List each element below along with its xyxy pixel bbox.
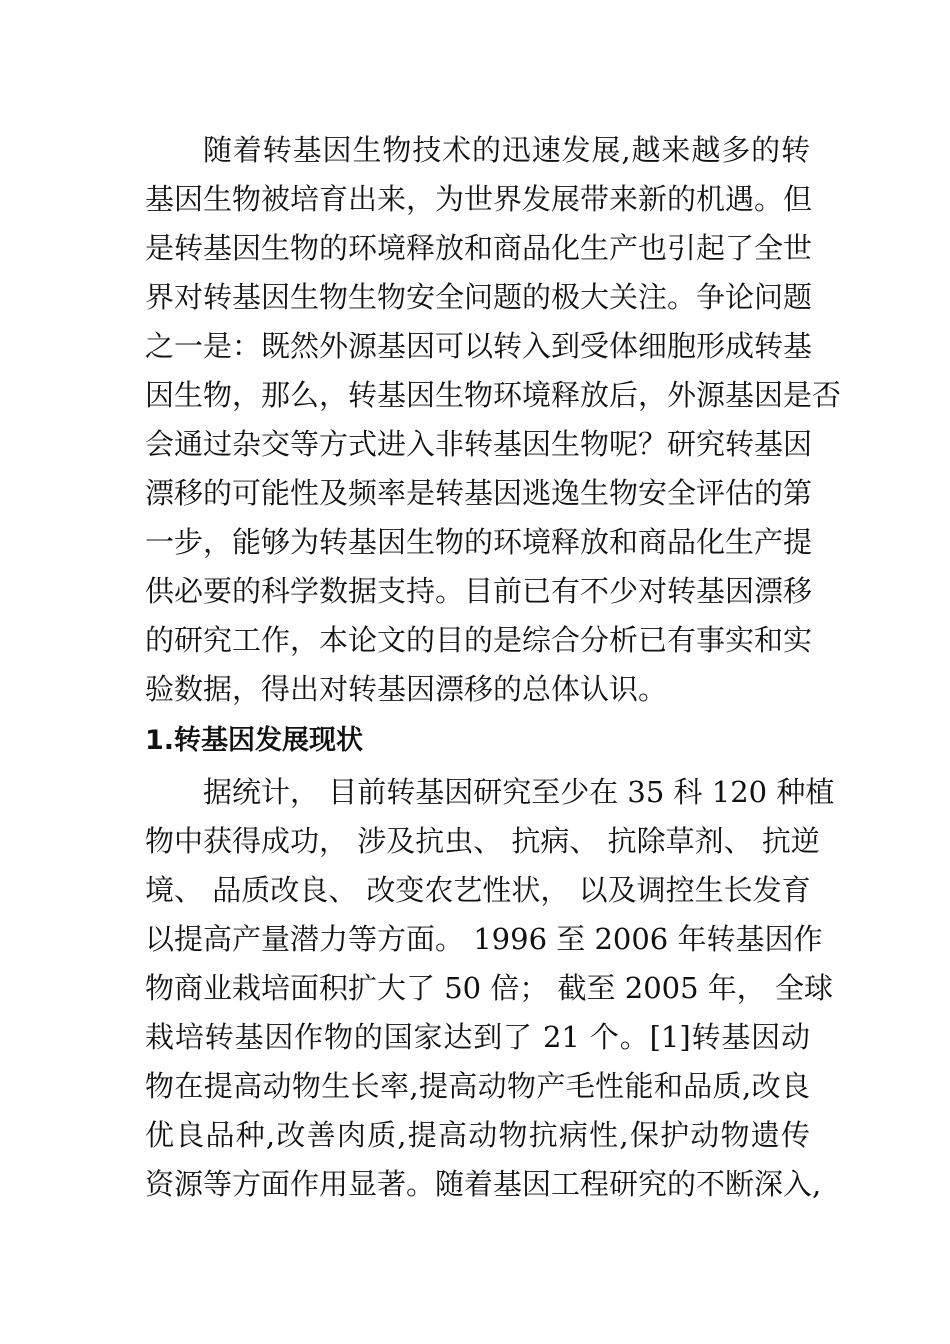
paragraph-2	[145, 768, 835, 1209]
text-line: 以提高产量潜力等方面。 1996 至 2006 年转基因作	[145, 922, 823, 956]
text-line: 物中获得成功， 涉及抗虫、 抗病、 抗除草剂、 抗逆	[145, 824, 820, 858]
text-line: 会通过杂交等方式进入非转基因生物呢？研究转基因	[145, 427, 813, 461]
text-line: 据统计， 目前转基因研究至少在 35 科 120 种植	[203, 775, 835, 809]
document-page	[145, 126, 842, 1209]
text-line: 优良品种,改善肉质,提高动物抗病性,保护动物遗传	[145, 1118, 810, 1152]
text-line: 因生物，那么，转基因生物环境释放后，外源基因是否	[145, 378, 842, 412]
text-line: 验数据，得出对转基因漂移的总体认识。	[145, 672, 668, 706]
text-line: 一步，能够为转基因生物的环境释放和商品化生产提	[145, 525, 813, 559]
text-line: 栽培转基因作物的国家达到了 21 个。[1]转基因动	[145, 1020, 810, 1054]
section-heading: 1.转基因发展现状	[145, 725, 364, 756]
text-line: 的研究工作，本论文的目的是综合分析已有事实和实	[145, 623, 813, 657]
text-line: 基因生物被培育出来，为世界发展带来新的机遇。但	[145, 182, 813, 216]
text-line: 是转基因生物的环境释放和商品化生产也引起了全世	[145, 231, 813, 265]
text-line: 供必要的科学数据支持。目前已有不少对转基因漂移	[145, 574, 813, 608]
text-line: 界对转基因生物生物安全问题的极大关注。争论问题	[145, 280, 813, 314]
paragraph-1	[145, 126, 842, 714]
text-line: 物商业栽培面积扩大了 50 倍； 截至 2005 年， 全球	[145, 971, 834, 1005]
text-line: 资源等方面作用显著。随着基因工程研究的不断深入,	[145, 1167, 822, 1201]
text-line: 境、 品质改良、 改变农艺性状， 以及调控生长发育	[145, 873, 811, 907]
text-line: 随着转基因生物技术的迅速发展,越来越多的转	[203, 133, 810, 167]
text-line: 物在提高动物生长率,提高动物产毛性能和品质,改良	[145, 1069, 810, 1103]
text-line: 漂移的可能性及频率是转基因逃逸生物安全评估的第	[145, 476, 813, 510]
text-line: 之一是：既然外源基因可以转入到受体细胞形成转基	[145, 329, 813, 363]
